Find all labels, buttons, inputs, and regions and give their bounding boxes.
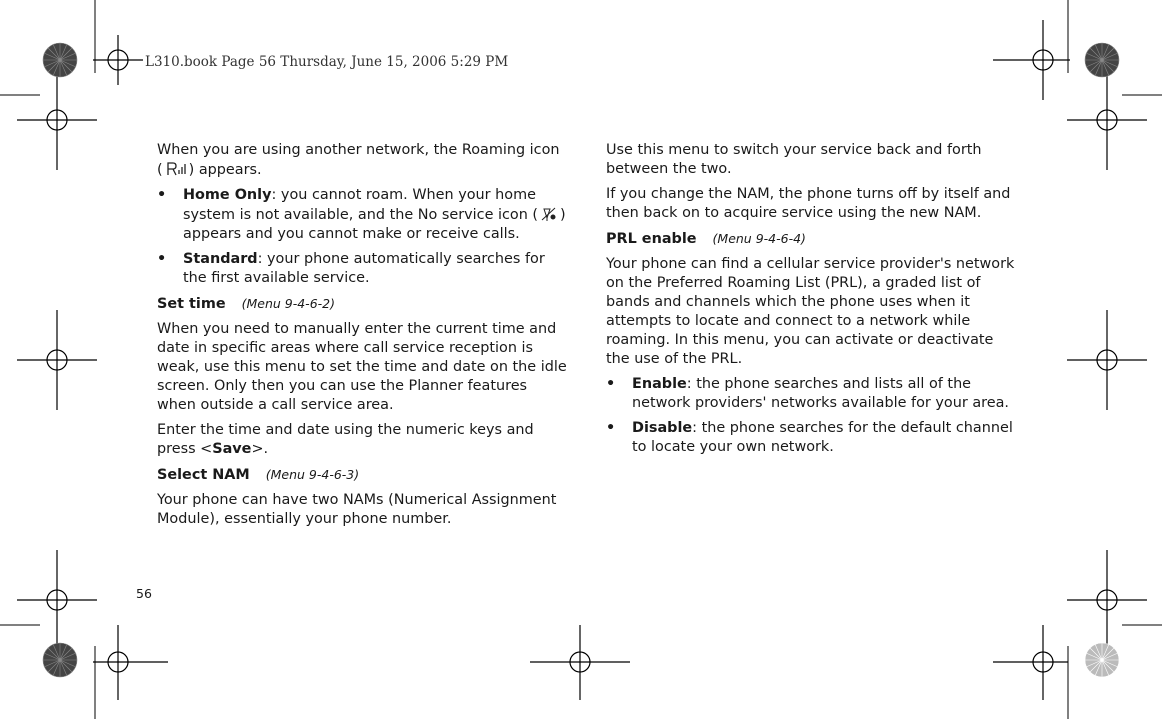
set-time-heading: Set time (Menu 9-4-6-2) [157,296,335,312]
no-service-icon [538,205,560,222]
roaming-intro: When you are using another network, the Roaming icon ( ) appears. [157,142,560,178]
color-wheel-bottom-right [1085,643,1119,677]
color-wheel-top-left [43,43,77,77]
prl-menu-ref: (Menu 9-4-6-4) [712,231,806,246]
set-time-menu-ref: (Menu 9-4-6-2) [241,296,335,311]
select-nam-menu-ref: (Menu 9-4-6-3) [265,467,360,482]
switch-service-para: Use this menu to switch your service back and forth between the two. [606,142,982,177]
enable-term: Enable [632,376,687,392]
bullet: • [157,251,167,267]
registration-mark-top-right [993,20,1070,100]
prl-enable-heading: PRL enable (Menu 9-4-6-4) [606,231,806,247]
bullet: • [606,420,616,436]
set-time-save-para: Enter the time and date using the numeric keys and press <Save>. [157,422,534,457]
registration-mark-bottom-left [93,625,168,700]
standard-item: • Standard: your phone automatically searches for the first available service. [157,251,545,286]
bullet: • [157,187,167,203]
disable-item: • Disable: the phone searches for the default channel to locate your own network. [606,420,1013,455]
select-nam-heading: Select NAM (Menu 9-4-6-3) [157,467,360,483]
color-wheel-top-right [1085,43,1119,77]
disable-term: Disable [632,420,693,436]
registration-mark-left-lower [17,550,97,650]
select-nam-para: Your phone can have two NAMs (Numerical Assignment Module), essentially your phone number. [157,492,557,527]
right-column [606,141,1016,463]
registration-mark-right-middle [1067,310,1147,410]
page-number: 56 [136,586,152,601]
registration-mark-right-upper [1067,70,1147,170]
prl-para: Your phone can find a cellular service provider's network on the Preferred Roaming List (PRL), a graded list of bands and channels which the phone uses when it attempts to locate and connect to a network while roaming. In this menu, you can activate or deactivate the use of the PRL. [606,256,1015,367]
registration-mark-bottom-right [993,625,1068,700]
registration-mark-bottom-center [530,625,630,700]
save-key-label: Save [212,441,252,457]
home-only-item: • Home Only: you cannot roam. When your home system is not available, and the No service icon ( ) appears and you cannot make or receive calls. [157,187,566,242]
roaming-icon [163,160,189,177]
registration-mark-top-left [93,35,143,85]
color-wheel-bottom-left [43,643,77,677]
registration-mark-right-lower [1067,550,1147,650]
registration-mark-left-middle [17,310,97,410]
set-time-para: When you need to manually enter the current time and date in specific areas where call service reception is weak, use this menu to set the time and date on the idle screen. Only then you can use the Planner features when outside a call service area. [157,321,567,413]
enable-item: • Enable: the phone searches and lists all of the network providers' networks available for your area. [606,376,1010,411]
registration-mark-left-upper [17,70,97,170]
home-only-term: Home Only [183,187,272,203]
left-column [157,141,567,535]
nam-change-para: If you change the NAM, the phone turns off by itself and then back on to acquire service using the new NAM. [606,186,1011,221]
standard-term: Standard [183,251,258,267]
book-header: L310.book Page 56 Thursday, June 15, 2006 5:29 PM [145,54,509,70]
bullet: • [606,376,616,392]
